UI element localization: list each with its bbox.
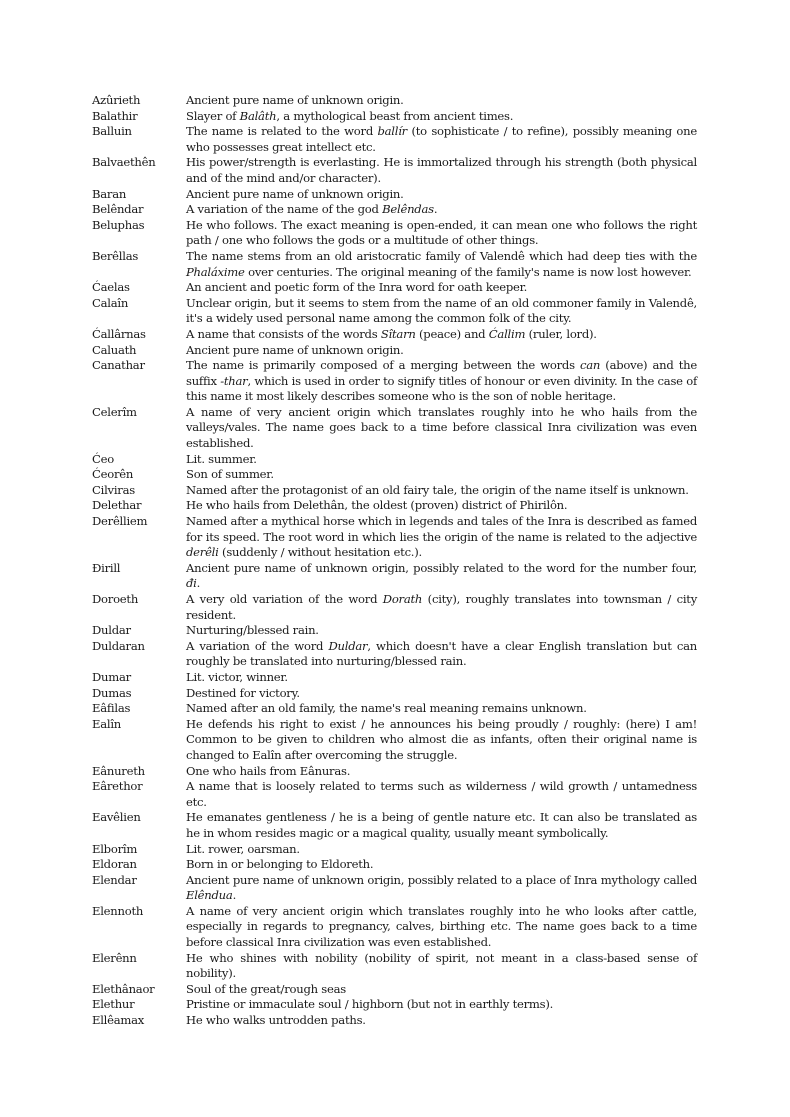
entry-definition: Named after an old family, the name's real meaning remains unknown. bbox=[186, 701, 587, 716]
glossary-entry bbox=[92, 452, 697, 468]
glossary-entry bbox=[92, 982, 697, 998]
entry-definition: Ancient pure name of unknown origin. bbox=[186, 186, 404, 201]
entry-term: Belêndar bbox=[92, 202, 144, 217]
glossary-entry bbox=[92, 280, 697, 296]
entry-term: Ellêamax bbox=[92, 1013, 145, 1028]
entry-term: Cilviras bbox=[92, 482, 135, 497]
entry-term: Beluphas bbox=[92, 217, 145, 232]
entry-definition: A name that is loosely related to terms such as wilderness / wild growth / untamedness etc. bbox=[186, 779, 697, 809]
entry-term: Elerênn bbox=[92, 950, 137, 965]
glossary-entry bbox=[92, 358, 697, 405]
entry-term: Ćeo bbox=[92, 451, 114, 466]
glossary-entry bbox=[92, 873, 697, 904]
entry-term: Celerîm bbox=[92, 404, 137, 419]
glossary-entry bbox=[92, 842, 697, 858]
glossary-entry bbox=[92, 514, 697, 561]
entry-term: Canathar bbox=[92, 358, 145, 373]
entry-definition: The name is related to the word ballír (to sophisticate / to refine), possibly meaning one who possesses great intellect etc. bbox=[186, 124, 697, 154]
entry-term: Balvaethên bbox=[92, 155, 156, 170]
glossary-entry bbox=[92, 592, 697, 623]
entry-term: Ćaelas bbox=[92, 280, 130, 295]
entry-term: Balluin bbox=[92, 124, 132, 139]
glossary-entry bbox=[92, 951, 697, 982]
entry-definition: Lit. summer. bbox=[186, 451, 257, 466]
entry-definition: He emanates gentleness / he is a being of gentle nature etc. It can also be translated as he in whom resides magic or a magical quality, usually meant symbolically. bbox=[186, 810, 697, 840]
glossary-entry bbox=[92, 124, 697, 155]
glossary-entry bbox=[92, 717, 697, 764]
entry-term: Elborîm bbox=[92, 841, 138, 856]
entry-definition: He who shines with nobility (nobility of spirit, not meant in a class-based sense of nobility). bbox=[186, 950, 697, 981]
glossary-entry bbox=[92, 202, 697, 218]
glossary-entry bbox=[92, 701, 697, 717]
entry-definition: A name of very ancient origin which translates roughly into he who hails from the valleys/vales. The name goes back to a time before classical Inra civilization was even established. bbox=[186, 404, 697, 451]
glossary-entry bbox=[92, 810, 697, 841]
glossary-entry bbox=[92, 670, 697, 686]
glossary-entry bbox=[92, 623, 697, 639]
entry-term: Eavêlien bbox=[92, 810, 141, 825]
entry-definition: A variation of the word Duldar, which doesn't have a clear English translation but can roughly be translated into nurturing/blessed rain. bbox=[186, 638, 697, 669]
entry-term: Derêlliem bbox=[92, 514, 148, 529]
entry-term: Dumas bbox=[92, 685, 132, 700]
glossary-entry bbox=[92, 327, 697, 343]
entry-definition: Slayer of Balâth, a mythological beast from ancient times. bbox=[186, 108, 514, 123]
entry-definition: An ancient and poetic form of the Inra word for oath keeper. bbox=[186, 280, 528, 295]
entry-term: Azûrieth bbox=[92, 93, 141, 107]
entry-definition: The name is primarily composed of a merging between the words can (above) and the suffix -thar, which is used in order to signify titles of honour or even divinity. In the case of this name it most likely describes someone who is the son of noble heritage. bbox=[186, 358, 697, 404]
entry-term: Eâfilas bbox=[92, 701, 131, 716]
entry-definition: Ancient pure name of unknown origin. bbox=[186, 342, 404, 357]
glossary-entry bbox=[92, 405, 697, 452]
glossary-entry bbox=[92, 467, 697, 483]
entry-definition: Son of summer. bbox=[186, 467, 274, 482]
entry-definition: He who walks untrodden paths. bbox=[186, 1013, 366, 1028]
glossary-entry bbox=[92, 155, 697, 186]
entry-definition: One who hails from Eânuras. bbox=[186, 763, 351, 778]
entry-term: Duldaran bbox=[92, 638, 145, 653]
entry-definition: Ancient pure name of unknown origin, possibly related to the word for the number four, đi. bbox=[186, 560, 697, 591]
glossary-entry bbox=[92, 498, 697, 514]
entry-definition: A variation of the name of the god Belêndas. bbox=[186, 202, 438, 217]
entry-term: Elendar bbox=[92, 872, 137, 887]
entry-term: Đirill bbox=[92, 560, 121, 575]
entry-definition: A name that consists of the words Sîtarn (peace) and Ćallim (ruler, lord). bbox=[186, 326, 597, 341]
entry-definition: Named after the protagonist of an old fairy tale, the origin of the name itself is unknown. bbox=[186, 482, 689, 497]
entry-definition: Born in or belonging to Eldoreth. bbox=[186, 857, 374, 872]
glossary-entry bbox=[92, 686, 697, 702]
entry-definition: He defends his right to exist / he announces his being proudly / roughly: (here) I am! Common to be given to children who almost die as infants, often their original name is changed to Ealîn after overcoming the struggle. bbox=[186, 716, 697, 762]
entry-term: Baran bbox=[92, 186, 127, 201]
entry-term: Elethânaor bbox=[92, 981, 155, 996]
entry-definition: Destined for victory. bbox=[186, 685, 300, 700]
entry-term: Delethar bbox=[92, 498, 142, 513]
entry-definition: Named after a mythical horse which in legends and tales of the Inra is described as famed for its speed. The root word in which lies the origin of the name is related to the adjective derêli (suddenly / without hesitation etc.). bbox=[186, 514, 697, 560]
entry-term: Elennoth bbox=[92, 903, 144, 918]
entry-definition: Lit. rower, oarsman. bbox=[186, 841, 300, 856]
glossary-entry bbox=[92, 997, 697, 1013]
entry-term: Ćeorên bbox=[92, 467, 134, 482]
glossary-entry bbox=[92, 561, 697, 592]
entry-definition: Ancient pure name of unknown origin, possibly related to a place of Inra mythology called Elêndua. bbox=[186, 872, 697, 903]
entry-term: Ćallârnas bbox=[92, 326, 146, 341]
entry-term: Eldoran bbox=[92, 857, 137, 872]
entry-definition: Unclear origin, but it seems to stem from the name of an old commoner family in Valendê, it's a widely used personal name among the common folk of the city. bbox=[186, 295, 697, 326]
name-glossary bbox=[92, 93, 697, 1029]
entry-term: Caluath bbox=[92, 342, 137, 357]
entry-definition: His power/strength is everlasting. He is immortalized through his strength (both physical and of the mind and/or character). bbox=[186, 155, 697, 185]
entry-definition: The name stems from an old aristocratic family of Valendê which had deep ties with the Phaláxime over centuries. The original meaning of the family's name is now lost however. bbox=[186, 248, 697, 279]
glossary-entry bbox=[92, 93, 697, 109]
glossary-entry bbox=[92, 639, 697, 670]
glossary-entry bbox=[92, 187, 697, 203]
entry-definition: A name of very ancient origin which translates roughly into he who looks after cattle, especially in regards to pregnancy, calves, birthing etc. The name goes back to a time before classical Inra civilization was even established. bbox=[186, 903, 697, 950]
entry-term: Eârethor bbox=[92, 779, 143, 794]
entry-definition: A very old variation of the word Dorath (city), roughly translates into townsman / city resident. bbox=[186, 592, 697, 622]
entry-definition: He who follows. The exact meaning is open-ended, it can mean one who follows the right path / one who follows the gods or a multitude of other things. bbox=[186, 217, 697, 248]
entry-term: Duldar bbox=[92, 623, 131, 638]
entry-definition: He who hails from Delethân, the oldest (proven) district of Phirilôn. bbox=[186, 498, 568, 513]
glossary-entry bbox=[92, 779, 697, 810]
glossary-entry bbox=[92, 343, 697, 359]
entry-definition: Nurturing/blessed rain. bbox=[186, 623, 319, 638]
glossary-entry bbox=[92, 764, 697, 780]
entry-term: Berêllas bbox=[92, 248, 139, 263]
entry-term: Calaîn bbox=[92, 295, 129, 310]
entry-definition: Soul of the great/rough seas bbox=[186, 981, 346, 996]
entry-term: Balathir bbox=[92, 108, 138, 123]
entry-term: Dumar bbox=[92, 669, 131, 684]
glossary-entry bbox=[92, 249, 697, 280]
entry-term: Ealîn bbox=[92, 716, 122, 731]
entry-term: Doroeth bbox=[92, 592, 139, 606]
entry-term: Elethur bbox=[92, 997, 135, 1012]
glossary-entry bbox=[92, 109, 697, 125]
entry-term: Eânureth bbox=[92, 763, 145, 778]
entry-definition: Ancient pure name of unknown origin. bbox=[186, 93, 404, 107]
entry-definition: Pristine or immaculate soul / highborn (but not in earthly terms). bbox=[186, 997, 554, 1012]
glossary-entry bbox=[92, 857, 697, 873]
glossary-entry bbox=[92, 218, 697, 249]
glossary-entry bbox=[92, 296, 697, 327]
glossary-entry bbox=[92, 1013, 697, 1029]
entry-definition: Lit. victor, winner. bbox=[186, 669, 288, 684]
glossary-entry bbox=[92, 483, 697, 499]
glossary-entry bbox=[92, 904, 697, 951]
